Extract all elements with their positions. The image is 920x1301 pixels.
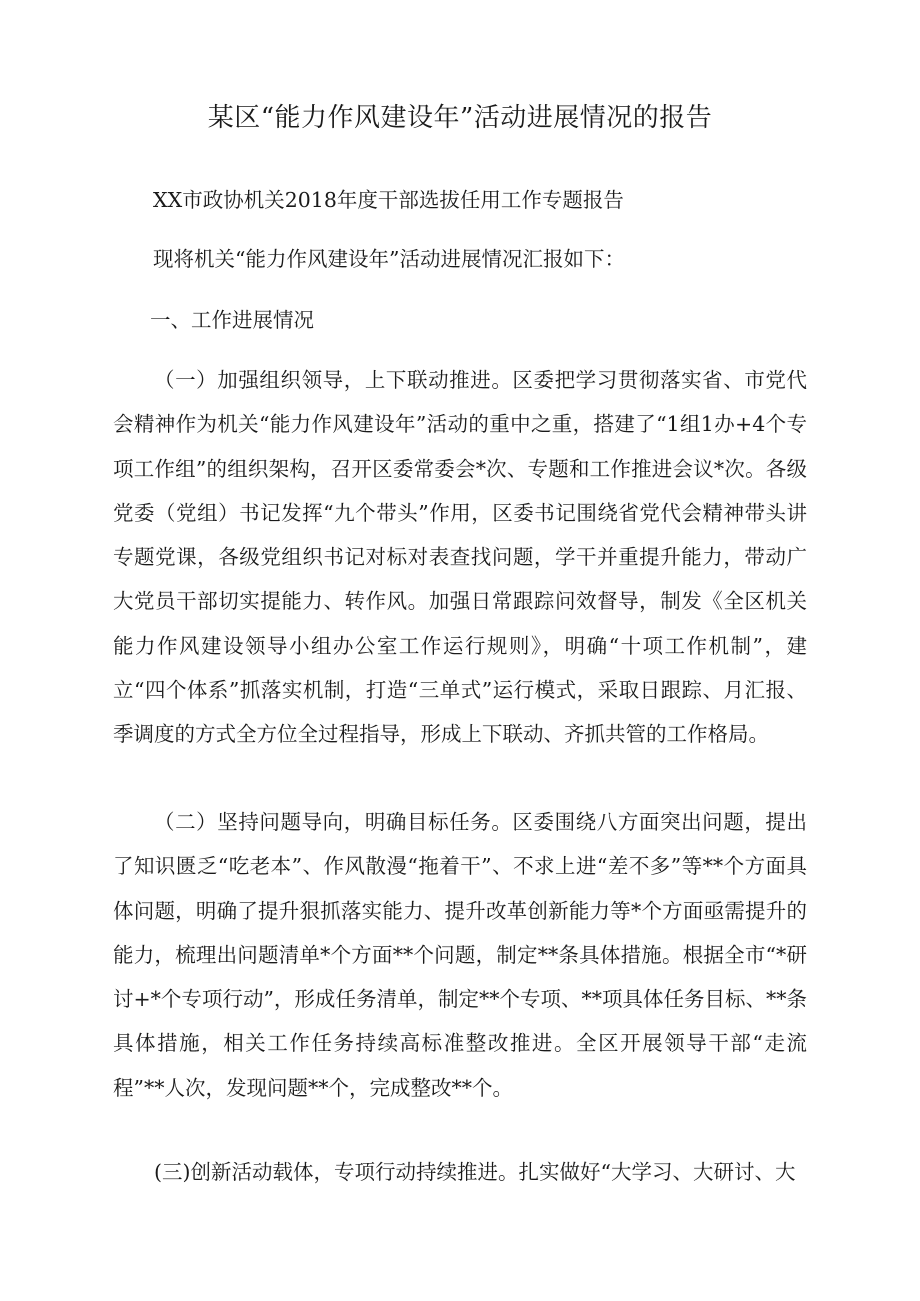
paragraph-3: (三)创新活动载体，专项行动持续推进。扎实做好“大学习、大研讨、大	[154, 1160, 796, 1184]
paragraph-1: （一）加强组织领导，上下联动推进。区委把学习贯彻落实省、市党代会精神作为机关“能力作风建设年”活动的重中之重，搭建了“1组1办+4个专项工作组”的组织架构，召开区委常委会*次、专题和工作推进会议*次。各级党委（党组）书记发挥“九个带头”作用，区委书记围绕省党代会精神带头讲专题党课，各级党组织书记对标对表查找问题，学干并重提升能力，带动广大党员干部切实提能力、转作风。加强日常跟踪问效督导，制发《全区机关能力作风建设领导小组办公室工作运行规则》，明确“十项工作机制”，建立“四个体系”抓落实机制，打造“三单式”运行模式，采取日跟踪、月汇报、季调度的方式全方位全过程指导，形成上下联动、齐抓共管的工作格局。	[113, 368, 807, 747]
section-heading: 一、工作进展情况	[150, 308, 314, 332]
document-title: 某区“能力作风建设年”活动进展情况的报告	[207, 103, 713, 133]
intro-text: 现将机关“能力作风建设年”活动进展情况汇报如下：	[153, 247, 625, 271]
document-subtitle: XX市政协机关2018年度干部选拔任用工作专题报告	[153, 188, 624, 212]
paragraph-2: （二）坚持问题导向，明确目标任务。区委围绕八方面突出问题，提出了知识匮乏“吃老本”、作风散漫“拖着干”、不求上进“差不多”等**个方面具体问题，明确了提升狠抓落实能力、提升改革创新能力等*个方面亟需提升的能力，梳理出问题清单*个方面**个问题，制定**条具体措施。根据全市“*研讨+*个专项行动”，形成任务清单，制定**个专项、**项具体任务目标、**条具体措施，相关工作任务持续高标准整改推进。全区开展领导干部“走流程”**人次，发现问题**个，完成整改**个。	[113, 810, 807, 1100]
